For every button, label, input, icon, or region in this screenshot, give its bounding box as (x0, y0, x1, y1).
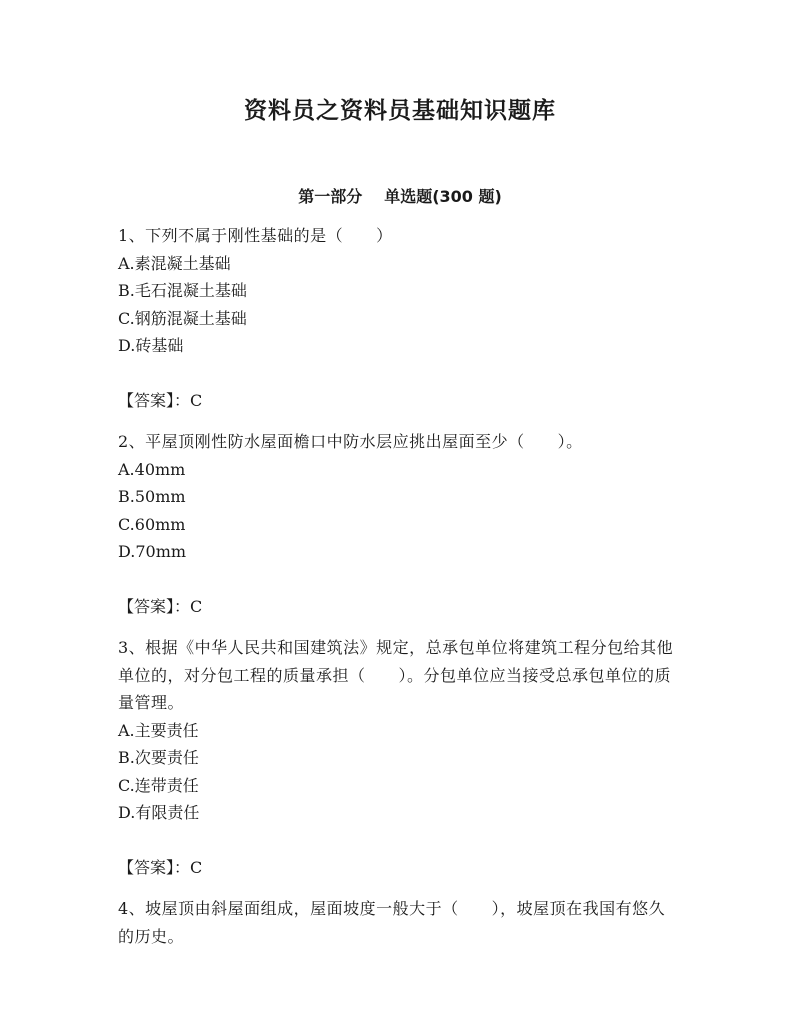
question-option: B.次要责任 (118, 748, 199, 767)
section-part: 第一部分 (298, 187, 363, 206)
question-item (118, 895, 678, 950)
question-option: B.毛石混凝土基础 (118, 281, 247, 300)
question-option: B.50mm (118, 487, 186, 506)
question-option: D.70mm (118, 542, 187, 561)
question-option: C.钢筋混凝土基础 (118, 308, 247, 328)
question-stem: 2、平屋顶刚性防水屋面檐口中防水层应挑出屋面至少（ ）。 (118, 432, 583, 451)
question-option: D.有限责任 (118, 803, 200, 822)
question-answer: 【答案】：C (118, 857, 203, 877)
question-option: D.砖基础 (118, 336, 184, 355)
section-name: 单选题(300 题) (384, 187, 502, 206)
question-answer: 【答案】：C (118, 390, 203, 410)
section-heading (0, 184, 800, 207)
question-option: A.主要责任 (118, 720, 199, 740)
question-item (118, 428, 678, 620)
question-stem: 1、下列不属于刚性基础的是（ ） (118, 226, 393, 245)
document-title: 资料员之资料员基础知识题库 (244, 98, 556, 124)
question-stem: 4、坡屋顶由斜屋面组成，屋面坡度一般大于（ ），坡屋顶在我国有悠久的历史。 (118, 899, 666, 946)
question-answer: 【答案】：C (118, 596, 203, 616)
question-list (118, 222, 678, 950)
question-item (118, 634, 678, 881)
question-option: A.40mm (118, 459, 186, 479)
question-option: C.60mm (118, 514, 186, 534)
question-option: C.连带责任 (118, 775, 199, 795)
question-stem: 3、根据《中华人民共和国建筑法》规定，总承包单位将建筑工程分包给其他单位的，对分包工程的质量承担（ ）。分包单位应当接受总承包单位的质量管理。 (118, 638, 674, 712)
question-option: A.素混凝土基础 (118, 253, 231, 273)
question-item (118, 222, 678, 414)
